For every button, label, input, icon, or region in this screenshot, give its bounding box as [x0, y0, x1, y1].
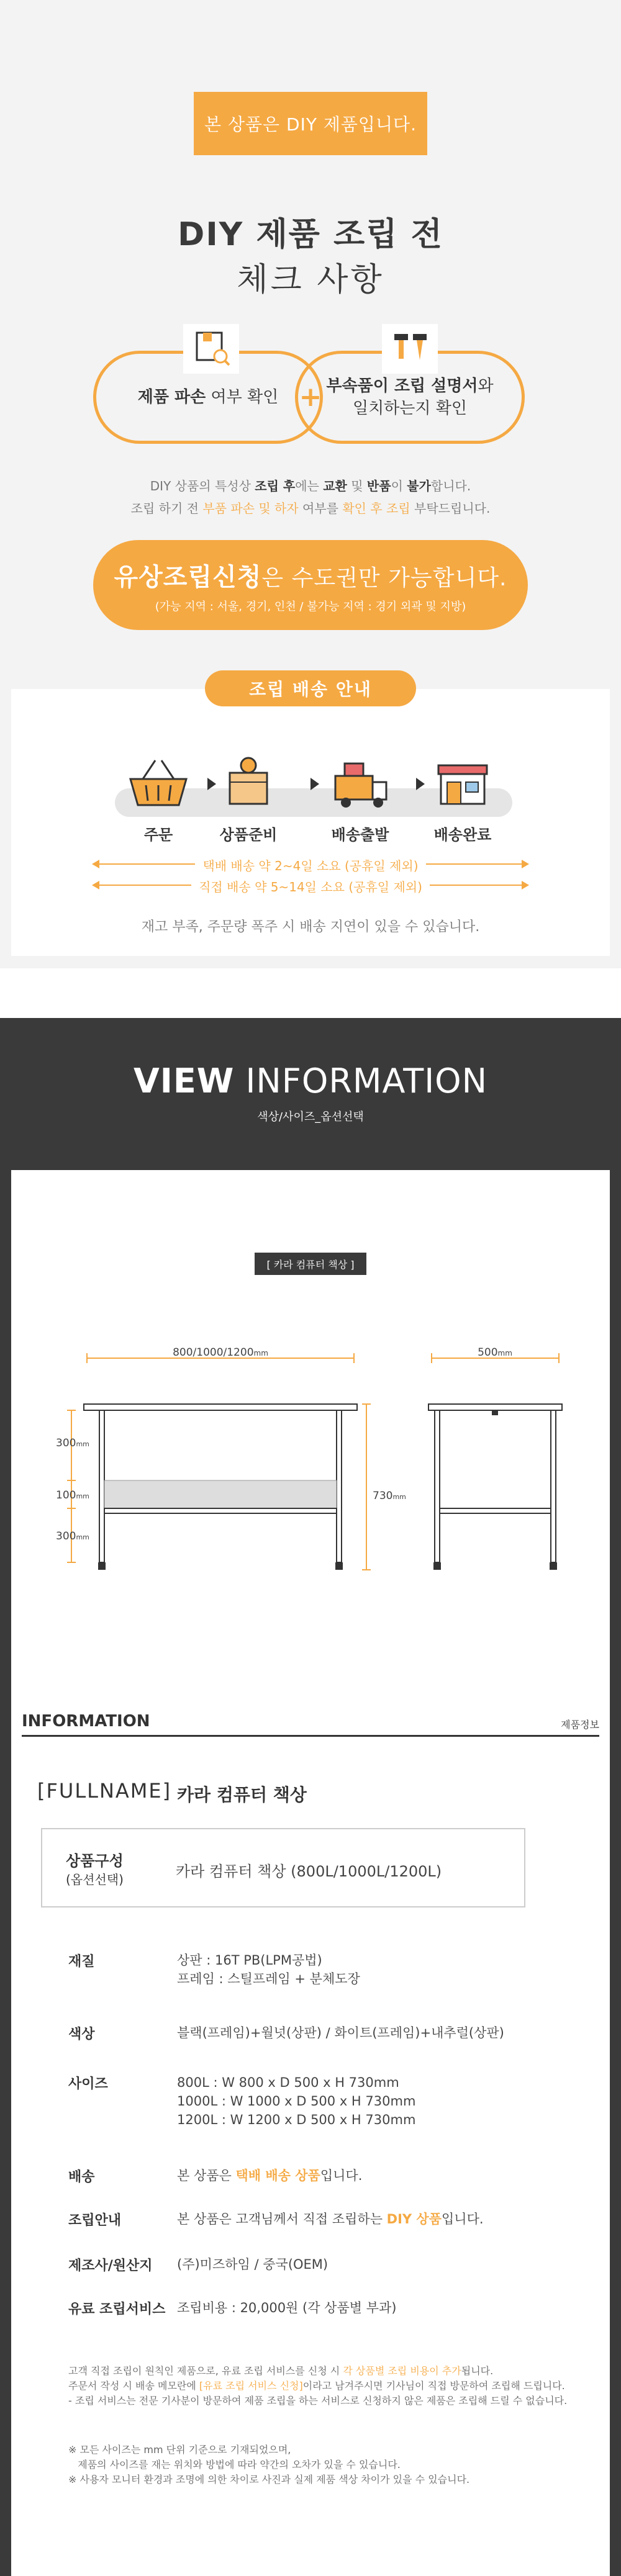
depth-dim-unit: mm [497, 1349, 512, 1358]
delivery-truck-icon [320, 748, 401, 816]
height-dim-2: 100 [56, 1489, 76, 1502]
fullname-label: [FULLNAME] [37, 1779, 172, 1803]
diy-notice [0, 475, 621, 520]
paid-assembly-text: 은 수도권만 가능합니다. [261, 565, 507, 591]
arrow-right-icon [310, 778, 319, 790]
check-parts-bold: 부속품이 조립 설명서 [326, 377, 478, 395]
notice-text: DIY 상품의 특성상 [150, 479, 255, 493]
svg-text:100mm [56, 1489, 89, 1502]
svg-text:730mm [373, 1490, 406, 1502]
spec-key: 제조사/원산지 [68, 2258, 153, 2274]
diy-title: DIY 제품 조립 전 [178, 216, 443, 253]
spec-value: 800L : W 800 x D 500 x H 730mm 1000L : W 1000 x D 500 x H 730mm 1200L : W 1200 x D 500 x H 730mm [177, 2075, 416, 2127]
spec-value-text: 본 상품은 고객님께서 직접 조립하는 [177, 2212, 387, 2227]
option-box [41, 1828, 525, 1907]
box-search-icon [183, 324, 239, 374]
width-dim-label: 800/1000/1200 [173, 1347, 254, 1359]
spec-value-highlight: 택배 배송 상품 [235, 2168, 320, 2183]
footnote-text: ※ 모든 사이즈는 mm 단위 기준으로 기재되었으며, [68, 2444, 291, 2456]
information-label: 제품정보 [561, 1719, 599, 1731]
notice-text: 이 [391, 479, 407, 493]
total-height-label: 730 [373, 1490, 393, 1502]
svg-text:300mm [56, 1437, 89, 1449]
direct-duration [0, 877, 621, 895]
total-height-unit: mm [392, 1493, 406, 1501]
information-header [22, 1712, 599, 1737]
step-prepare [208, 748, 289, 844]
step-order-label: 주문 [143, 826, 173, 844]
step-depart-label: 배송출발 [331, 826, 389, 844]
diy-banner: 본 상품은 DIY 제품입니다. [194, 92, 427, 155]
spec-value-text: 입니다. [320, 2168, 363, 2183]
notice-text: 합니다. [430, 479, 471, 493]
parcel-duration-text: 택배 배송 약 2~4일 소요 (공휴일 제외) [195, 858, 425, 873]
spec-value: 조립비용 : 20,000원 (각 상품별 부과) [177, 2300, 397, 2315]
depth-dim-label: 500 [478, 1347, 498, 1359]
footnote-text: 고객 직접 조립이 원칙인 제품으로, 유료 조립 서비스를 신청 시 [68, 2365, 343, 2377]
spec-value: 블랙(프레임)+월넛(상판) / 화이트(프레임)+내추럴(상판) [177, 2025, 504, 2040]
step-depart [320, 748, 401, 844]
bolt-screw-icon [382, 324, 438, 374]
size-footnote [68, 2443, 578, 2487]
footnote-highlight: 각 상품별 조립 비용이 추가 [343, 2365, 461, 2377]
spec-key: 색상 [68, 2027, 95, 2042]
storefront-icon [422, 748, 503, 816]
spec-value: 상판 : 16T PB(LPM공법) 프레임 : 스틸프레임 + 분체도장 [177, 1953, 360, 1986]
step-order [118, 748, 199, 844]
step-prepare-label: 상품준비 [219, 826, 278, 844]
footnote-highlight: [유료 조립 서비스 신청] [199, 2380, 303, 2392]
paid-assembly-bold: 유상조립신청 [114, 563, 262, 592]
notice-text: 및 [347, 479, 367, 493]
footnote-text: 제품의 사이즈를 재는 위치와 방법에 따라 약간의 오차가 있을 수 있습니다. [68, 2459, 401, 2470]
step-complete [422, 748, 503, 844]
notice-text: 조립 하기 전 [130, 501, 203, 516]
notice-bold: 조립 후 [255, 479, 296, 493]
width-dim-unit: mm [253, 1349, 268, 1358]
assembly-footnote [68, 2364, 578, 2408]
direct-duration-text: 직접 배송 약 5~14일 소요 (공휴일 제외) [191, 880, 430, 894]
notice-bold: 교환 [323, 479, 347, 493]
spec-key: 사이즈 [68, 2076, 108, 2092]
spec-value-highlight: DIY 상품 [386, 2212, 442, 2227]
footnote-text: 주문서 작성 시 배송 메모란에 [68, 2380, 199, 2392]
check-damage-bold: 제품 파손 [137, 388, 206, 407]
view-title [0, 1061, 621, 1101]
paid-assembly-banner [93, 540, 528, 630]
delay-notice: 재고 부족, 주문량 폭주 시 배송 지연이 있을 수 있습니다. [141, 919, 480, 935]
footnote-text: ※ 사용자 모니터 환경과 조명에 의한 차이로 사진과 실제 제품 색상 차이가 있을 수 있습니다. [68, 2474, 470, 2485]
product-name: 카라 컴퓨터 책상 [177, 1785, 307, 1805]
svg-text:800/1000/1200mm [173, 1347, 268, 1359]
notice-text: 에는 [295, 479, 324, 493]
diy-subtitle: 체크 사항 [237, 261, 384, 299]
check-parts-text: 와 [478, 377, 494, 395]
spec-key: 배송 [68, 2169, 95, 2185]
footnote-text: 됩니다. [461, 2365, 494, 2377]
option-key-text: 상품구성 [66, 1852, 124, 1870]
paid-assembly-regions: (가능 지역 : 서울, 경기, 인천 / 불가능 지역 : 경기 외곽 및 지방) [155, 600, 466, 613]
footnote-text: 이라고 남겨주시면 기사님이 직접 방문하여 조립해 드립니다. [302, 2380, 565, 2392]
spec-value-text: 입니다. [442, 2212, 484, 2227]
option-value: 카라 컴퓨터 책상 (800L/1000L/1200L) [176, 1863, 442, 1880]
svg-text:500mm [478, 1347, 512, 1359]
package-icon [208, 748, 289, 816]
spec-key: 유료 조립서비스 [68, 2302, 166, 2317]
option-key [66, 1852, 124, 1889]
footnote-text: - 조립 서비스는 전문 기사분이 방문하여 제품 조립을 하는 서비스로 신청하지 않은 제품은 조립해 드릴 수 없습니다. [68, 2395, 568, 2407]
check-damage-text: 여부 확인 [206, 388, 279, 407]
height-dim-1: 300 [56, 1437, 76, 1449]
option-key-sub: (옵션선택) [66, 1872, 124, 1887]
plus-icon: + [299, 381, 322, 413]
shipping-tag: 조립 배송 안내 [205, 670, 416, 706]
spec-value: (주)미즈하임 / 중국(OEM) [177, 2257, 329, 2272]
height-dim-3-unit: mm [76, 1533, 89, 1541]
dimension-drawing [43, 1347, 578, 1608]
basket-icon [118, 748, 199, 816]
notice-text: 여부를 [298, 501, 343, 516]
notice-bold: 불가 [407, 479, 431, 493]
spec-value [177, 2166, 362, 2185]
svg-text:300mm [56, 1530, 89, 1542]
height-dim-2-unit: mm [76, 1492, 89, 1500]
view-subtitle: 색상/사이즈_옵션선택 [257, 1110, 364, 1124]
step-complete-label: 배송완료 [433, 826, 492, 844]
check-parts-line2: 일치하는지 확인 [352, 399, 468, 418]
notice-bold: 반품 [366, 479, 391, 493]
spec-key: 조립안내 [68, 2213, 122, 2228]
height-dim-1-unit: mm [76, 1440, 89, 1448]
information-title: INFORMATION [22, 1712, 150, 1731]
notice-highlight: 부품 파손 및 하자 [202, 501, 299, 516]
parcel-duration [0, 856, 621, 874]
notice-highlight: 확인 후 조립 [342, 501, 410, 516]
notice-text: 부탁드립니다. [410, 501, 491, 516]
spec-value [177, 2210, 484, 2228]
view-title-rest: INFORMATION [234, 1061, 488, 1101]
view-title-bold: VIEW [133, 1061, 235, 1101]
product-tag: [ 카라 컴퓨터 책상 ] [255, 1253, 366, 1275]
spec-key: 재질 [68, 1954, 95, 1970]
height-dim-3: 300 [56, 1530, 76, 1542]
spec-value-text: 본 상품은 [177, 2168, 236, 2183]
